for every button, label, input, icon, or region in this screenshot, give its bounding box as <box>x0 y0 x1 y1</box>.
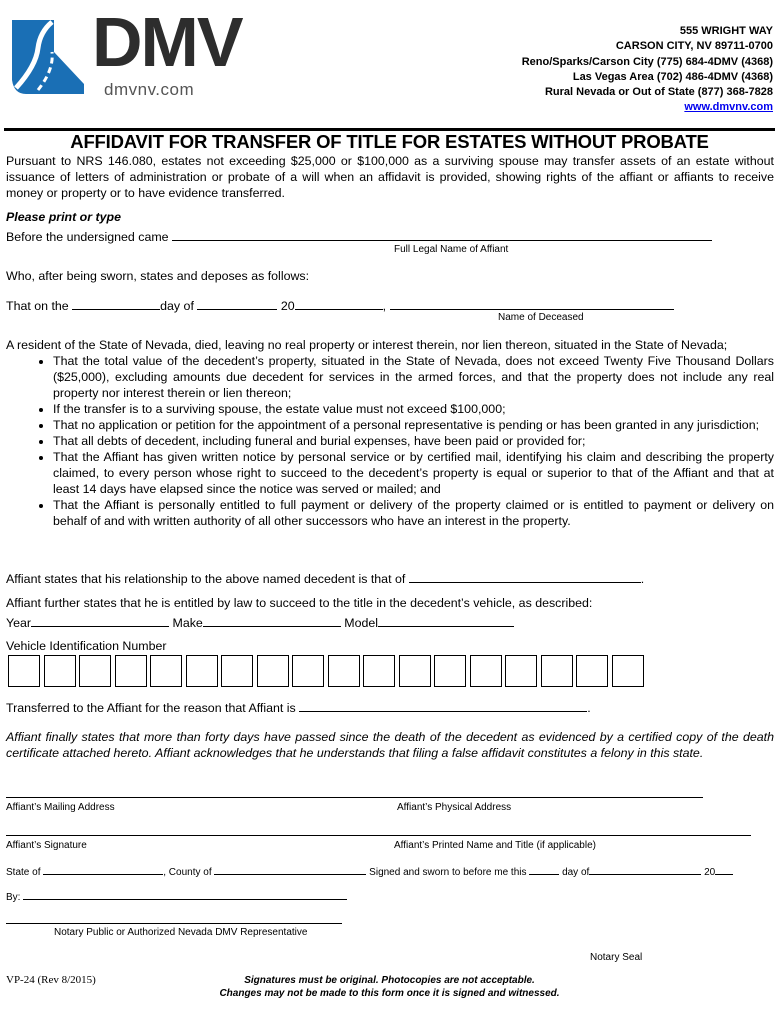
transfer-reason-field[interactable] <box>299 699 587 712</box>
list-item: • If the transfer is to a surviving spouse, the estate value must not exceed $100,000; <box>53 401 774 417</box>
vin-char-box[interactable] <box>150 655 182 687</box>
vin-char-box[interactable] <box>612 655 644 687</box>
print-note: Please print or type <box>6 210 121 224</box>
vin-char-box[interactable] <box>434 655 466 687</box>
month-field[interactable] <box>197 297 277 310</box>
that-on-label: That on the <box>6 299 69 313</box>
sworn-day-field[interactable] <box>529 865 559 875</box>
transferred-line <box>6 699 591 715</box>
state-field[interactable] <box>43 865 163 875</box>
physical-address-caption: Affiant’s Physical Address <box>397 802 512 813</box>
vin-char-box[interactable] <box>292 655 324 687</box>
footer-line-1: Signatures must be original. Photocopies are not acceptable. <box>244 975 535 986</box>
county-field[interactable] <box>214 865 366 875</box>
logo-wordmark: DMV <box>92 8 242 81</box>
address-line: CARSON CITY, NV 89711-0700 <box>615 40 773 53</box>
website-link[interactable]: www.dmvnv.com <box>684 101 773 114</box>
sworn-year-prefix: 20 <box>704 867 716 878</box>
vin-char-box[interactable] <box>44 655 76 687</box>
vehicle-make-field[interactable] <box>203 614 341 627</box>
deceased-caption: Name of Deceased <box>498 312 584 323</box>
vin-char-box[interactable] <box>399 655 431 687</box>
vehicle-year-field[interactable] <box>31 614 169 627</box>
year-field[interactable] <box>295 297 383 310</box>
resident-section <box>6 337 774 529</box>
vin-char-box[interactable] <box>470 655 502 687</box>
entitled-text: Affiant further states that he is entitled by law to succeed to the title in the decedent’s vehicle, as described: <box>6 596 593 610</box>
address-block <box>522 24 773 116</box>
full-name-caption: Full Legal Name of Affiant <box>394 244 509 255</box>
by-field[interactable] <box>23 890 347 900</box>
intro-paragraph: Pursuant to NRS 146.080, estates not exceeding $25,000 or $100,000 as a surviving spouse may transfer assets of an estate without issuance of letters of administration or probate of a will when an affidavit is provided, showing rights of the affiant or affiants to receive money or property or to have evidence transferred. <box>6 154 774 200</box>
vin-char-box[interactable] <box>221 655 253 687</box>
list-item: • That the Affiant is personally entitled to full payment or delivery of the property claimed or is entitled to payment or delivery on behalf of and with written authority of all other successors who have an interest in the property. <box>53 497 774 529</box>
vin-char-box[interactable] <box>79 655 111 687</box>
sworn-month-field[interactable] <box>589 865 701 875</box>
notary-line <box>6 865 733 878</box>
vin-char-box[interactable] <box>115 655 147 687</box>
address-line: 555 WRIGHT WAY <box>679 25 773 37</box>
notary-rep-caption: Notary Public or Authorized Nevada DMV Representative <box>54 927 308 938</box>
phone-line: Reno/Sparks/Carson City (775) 684-4DMV (4368) <box>521 55 773 68</box>
vehicle-line <box>6 614 514 630</box>
vin-char-box[interactable] <box>257 655 289 687</box>
deceased-name-field[interactable] <box>390 297 674 310</box>
signature-line[interactable] <box>6 835 751 836</box>
nevada-road-icon <box>12 20 84 94</box>
notary-signature-line[interactable] <box>6 923 342 924</box>
mailing-address-caption: Affiant’s Mailing Address <box>6 802 115 813</box>
list-item: • That the Affiant has given written notice by personal service or by certified mail, identifying his claim and describing the property claimed, to every person whose right to succeed to the decedent’s property is equal or superior to that of the Affiant and that at least 14 days have elapsed since the notice was served or mailed; and <box>53 449 774 497</box>
relationship-label: Affiant states that his relationship to the above named decedent is that of <box>6 572 406 586</box>
vin-label: Vehicle Identification Number <box>6 639 167 653</box>
before-line <box>6 228 712 244</box>
affiant-name-field[interactable] <box>172 228 712 241</box>
vin-boxes <box>8 655 647 687</box>
relationship-field[interactable] <box>409 570 641 583</box>
sworn-year-field[interactable] <box>715 865 733 875</box>
date-line <box>6 297 674 313</box>
by-line <box>6 890 347 903</box>
conditions-list <box>6 353 774 529</box>
sworn-day-of-label: day of <box>562 867 590 878</box>
vin-char-box[interactable] <box>576 655 608 687</box>
vin-char-box[interactable] <box>363 655 395 687</box>
make-label: Make <box>172 616 203 630</box>
comma: , <box>382 299 387 313</box>
day-field[interactable] <box>72 297 160 310</box>
signature-caption: Affiant’s Signature <box>6 840 87 851</box>
list-item: • That the total value of the decedent’s property, situated in the State of Nevada, does not exceed Twenty Five Thousand Dollars ($25,000), excluding amounts due decedent for services in the armed forces, and that the property does not include any real property nor interest therein or lien thereon; <box>53 353 774 401</box>
logo-url: dmvnv.com <box>104 80 195 99</box>
notary-seal-label: Notary Seal <box>590 952 643 963</box>
phone-line: Las Vegas Area (702) 486-4DMV (4368) <box>572 70 773 83</box>
vehicle-model-field[interactable] <box>378 614 514 627</box>
period: . <box>587 701 591 715</box>
model-label: Model <box>344 616 379 630</box>
form-title: AFFIDAVIT FOR TRANSFER OF TITLE FOR ESTATES WITHOUT PROBATE <box>70 131 709 152</box>
before-label: Before the undersigned came <box>6 230 169 244</box>
mailing-address-line[interactable] <box>6 797 703 798</box>
year-label: Year <box>6 616 32 630</box>
by-label: By: <box>6 892 21 903</box>
list-item: • That no application or petition for the appointment of a personal representative is pending or has been granted in any jurisdiction; <box>53 417 774 433</box>
resident-text: A resident of the State of Nevada, died, leaving no real property or interest therein, nor lien thereon, situated in the State of Nevada; <box>6 338 728 352</box>
printed-name-caption: Affiant’s Printed Name and Title (if applicable) <box>394 840 596 851</box>
relationship-line <box>6 570 644 586</box>
signed-sworn-label: Signed and sworn to before me this <box>369 867 527 878</box>
footer-line-2: Changes may not be made to this form once it is signed and witnessed. <box>219 988 560 999</box>
vin-char-box[interactable] <box>8 655 40 687</box>
state-of-label: State of <box>6 867 41 878</box>
vin-char-box[interactable] <box>186 655 218 687</box>
year-prefix: 20 <box>280 299 295 313</box>
sworn-line: Who, after being sworn, states and deposes as follows: <box>6 269 310 283</box>
vin-char-box[interactable] <box>328 655 360 687</box>
phone-line: Rural Nevada or Out of State (877) 368-7828 <box>544 86 773 99</box>
vin-char-box[interactable] <box>541 655 573 687</box>
final-statement: Affiant finally states that more than forty days have passed since the death of the decedent as evidenced by a certified copy of the death certificate attached hereto. Affiant acknowledges that he understands that filing a false affidavit constitutes a felony in this state. <box>6 730 774 760</box>
transferred-label: Transferred to the Affiant for the reason that Affiant is <box>6 701 296 715</box>
list-item: • That all debts of decedent, including funeral and burial expenses, have been paid or provided for; <box>53 433 774 449</box>
vin-char-box[interactable] <box>505 655 537 687</box>
county-of-label: , County of <box>163 867 212 878</box>
period: . <box>640 572 645 586</box>
day-of-label: day of <box>160 299 194 313</box>
form-id: VP-24 (Rev 8/2015) <box>6 974 96 986</box>
